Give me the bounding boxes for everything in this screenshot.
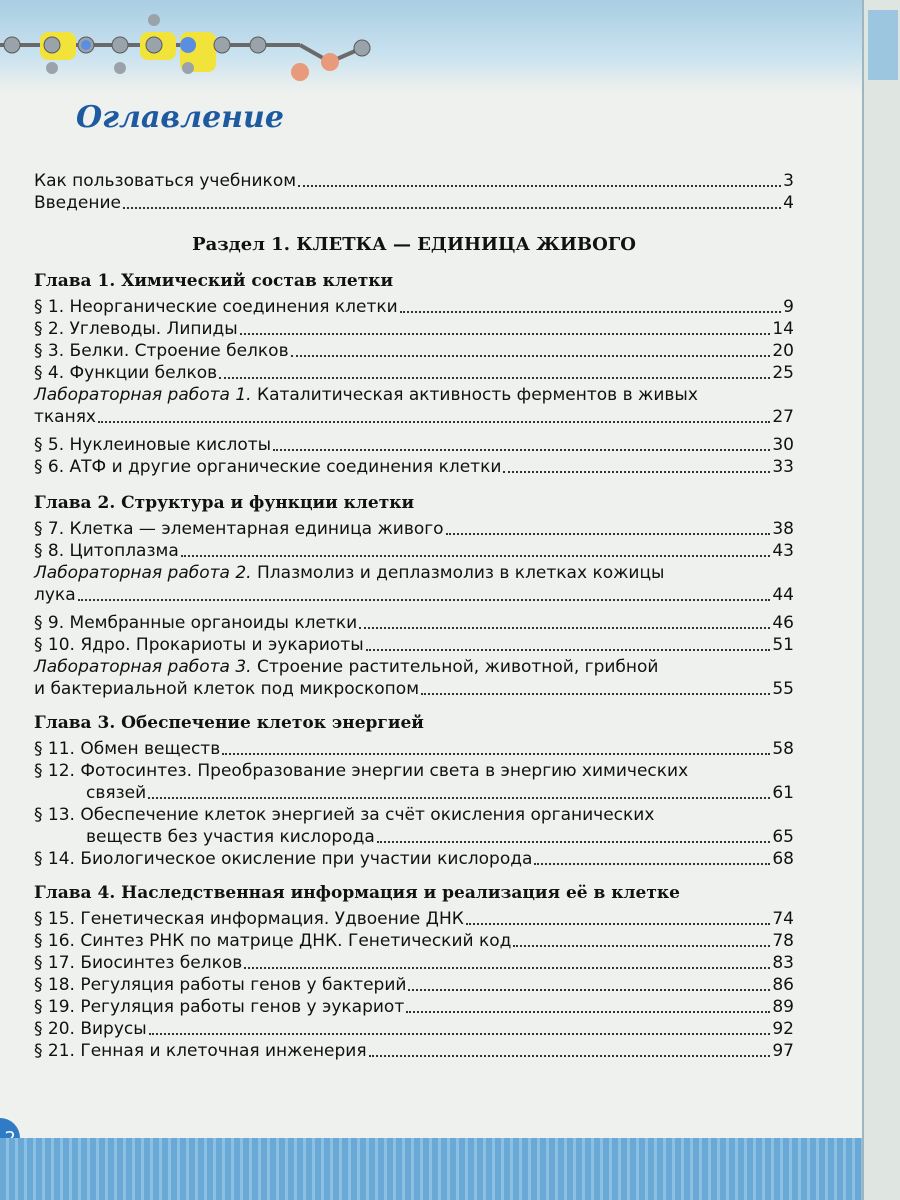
toc-row[interactable]: § 11. Обмен веществ 58 <box>34 739 794 759</box>
toc-row[interactable]: § 8. Цитоплазма 43 <box>34 541 794 561</box>
lab-entry[interactable]: Лабораторная работа 3. Строение растительной, животной, грибной и бактериальной клеток под микроскопом 55 <box>34 657 794 699</box>
toc-row[interactable]: § 15. Генетическая информация. Удвоение ДНК 74 <box>34 909 794 929</box>
toc-row[interactable]: § 20. Вирусы 92 <box>34 1019 794 1039</box>
section-title: Раздел 1. КЛЕТКА — ЕДИНИЦА ЖИВОГО <box>192 234 636 255</box>
toc-row[interactable]: § 17. Биосинтез белков 83 <box>34 953 794 973</box>
molecule-decoration-icon <box>0 0 400 90</box>
toc-row[interactable]: Как пользоваться учебником 3 <box>34 171 794 191</box>
chapter-title: Глава 3. Обеспечение клеток энергией <box>34 713 424 733</box>
toc-row[interactable]: § 1. Неорганические соединения клетки 9 <box>34 297 794 317</box>
toc-row[interactable]: § 16. Синтез РНК по матрице ДНК. Генетический код 78 <box>34 931 794 951</box>
toc-row[interactable]: § 10. Ядро. Прокариоты и эукариоты 51 <box>34 635 794 655</box>
table-of-contents <box>34 170 794 1062</box>
toc-row[interactable]: § 19. Регуляция работы генов у эукариот 89 <box>34 997 794 1017</box>
chapter-title: Глава 1. Химический состав клетки <box>34 271 394 291</box>
toc-multiline-row[interactable]: § 13. Обеспечение клеток энергией за счёт окисления органических веществ без участия кислорода 65 <box>34 805 794 847</box>
footer-band <box>0 1138 862 1200</box>
adjacent-page-edge <box>862 0 900 1200</box>
toc-row[interactable]: § 2. Углеводы. Липиды 14 <box>34 319 794 339</box>
toc-row[interactable]: § 3. Белки. Строение белков 20 <box>34 341 794 361</box>
toc-row[interactable]: Введение 4 <box>34 193 794 213</box>
toc-multiline-row[interactable]: § 12. Фотосинтез. Преобразование энергии света в энергию химических связей 61 <box>34 761 794 803</box>
lab-entry[interactable]: Лабораторная работа 1. Каталитическая активность ферментов в живых тканях 27 <box>34 385 794 427</box>
lab-entry[interactable]: Лабораторная работа 2. Плазмолиз и деплазмолиз в клетках кожицы лука 44 <box>34 563 794 605</box>
toc-row[interactable]: § 5. Нуклеиновые кислоты 30 <box>34 435 794 455</box>
chapter-title: Глава 4. Наследственная информация и реализация её в клетке <box>34 883 680 903</box>
toc-row[interactable]: § 4. Функции белков 25 <box>34 363 794 383</box>
toc-row[interactable]: § 7. Клетка — элементарная единица живого 38 <box>34 519 794 539</box>
toc-row[interactable]: § 6. АТФ и другие органические соединения клетки 33 <box>34 457 794 477</box>
page-title: Оглавление <box>76 100 284 135</box>
toc-row[interactable]: § 9. Мембранные органоиды клетки 46 <box>34 613 794 633</box>
toc-row[interactable]: § 21. Генная и клеточная инженерия 97 <box>34 1041 794 1061</box>
chapter-title: Глава 2. Структура и функции клетки <box>34 493 415 513</box>
toc-row[interactable]: § 14. Биологическое окисление при участии кислорода 68 <box>34 849 794 869</box>
toc-row[interactable]: § 18. Регуляция работы генов у бактерий 86 <box>34 975 794 995</box>
